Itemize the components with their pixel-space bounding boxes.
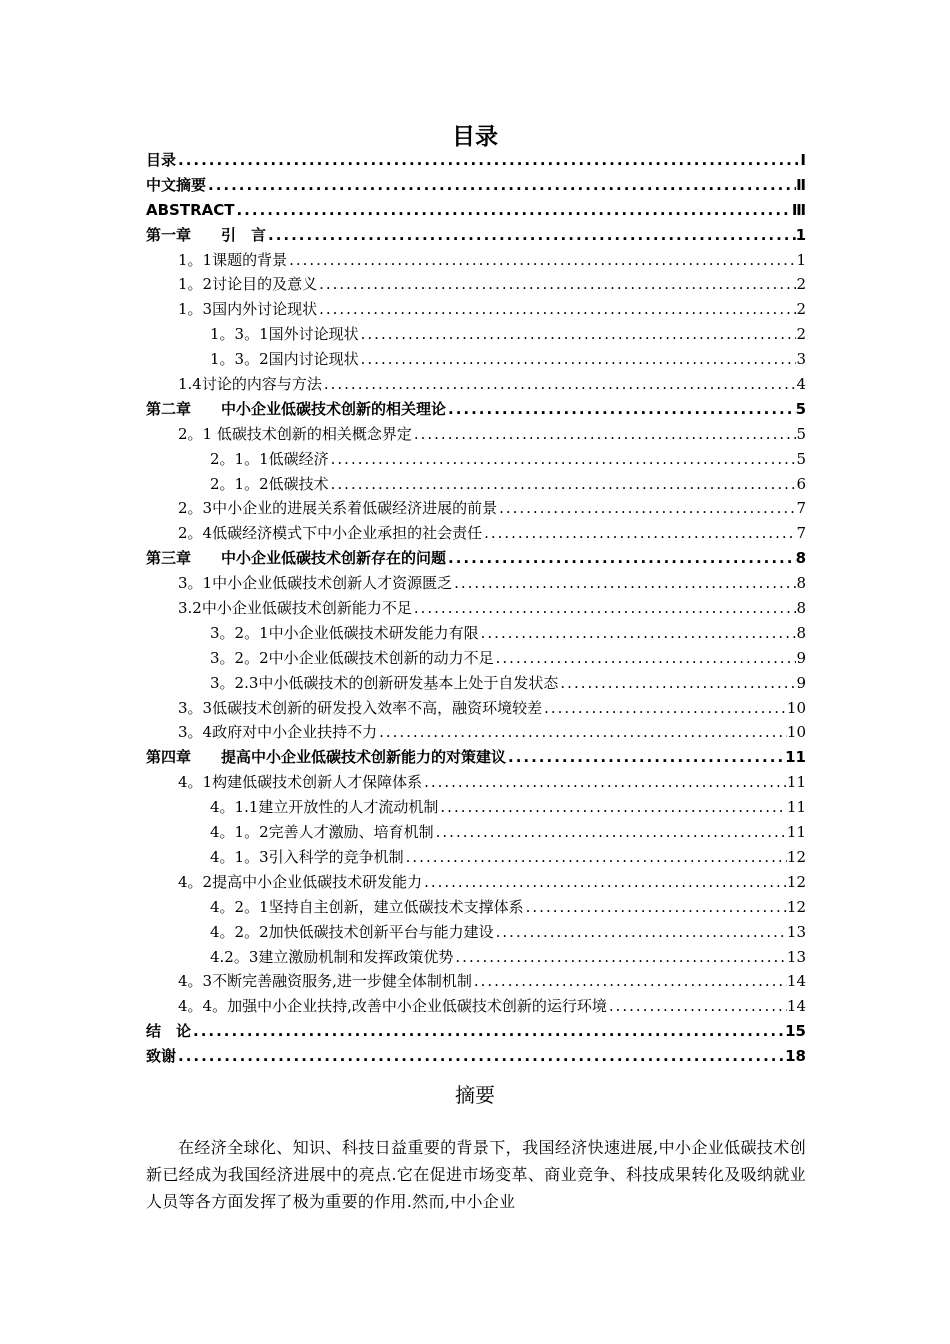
toc-entry-page: 8 bbox=[796, 599, 806, 618]
toc-title: 目录 bbox=[452, 124, 498, 150]
toc-entry[interactable] bbox=[146, 671, 806, 696]
toc-entry-text: 致谢 bbox=[146, 1047, 177, 1066]
toc-leader-dots bbox=[446, 546, 796, 571]
toc-leader-dots bbox=[266, 223, 796, 248]
toc-entry-page: 5 bbox=[796, 449, 806, 468]
toc-entry-page: 11 bbox=[785, 748, 806, 767]
toc-entry[interactable] bbox=[146, 969, 806, 994]
toc-entry[interactable] bbox=[146, 272, 806, 297]
abstract-body: 在经济全球化、知识、科技日益重要的背景下，我国经济快速进展,中小企业低碳技术创新已经成为我国经济进展中的亮点.它在促进市场变革、商业竞争、科技成果转化及吸纳就业人员等各方面发挥了极为重要的作用.然而,中小企业 bbox=[146, 1138, 806, 1211]
toc-entry-text: 4。1构建低碳技术创新人才保障体系 bbox=[178, 773, 423, 792]
toc-entry[interactable] bbox=[146, 621, 806, 646]
toc-entry[interactable] bbox=[146, 397, 806, 422]
toc-entry[interactable] bbox=[146, 173, 806, 198]
toc-leader-dots bbox=[359, 347, 797, 372]
toc-entry[interactable] bbox=[146, 223, 806, 248]
toc-leader-dots bbox=[322, 372, 797, 397]
toc-leader-dots bbox=[452, 571, 796, 596]
toc-entry-page: 13 bbox=[786, 947, 806, 966]
toc-entry-page: 12 bbox=[786, 847, 806, 866]
toc-entry-page: 11 bbox=[786, 798, 806, 817]
toc-entry[interactable] bbox=[146, 696, 806, 721]
toc-entry-text: 4。1。3引入科学的竞争机制 bbox=[210, 847, 404, 866]
toc-leader-dots bbox=[287, 248, 796, 273]
toc-entry-text: 4。1。2完善人才激励、培育机制 bbox=[210, 823, 434, 842]
toc-leader-dots bbox=[494, 646, 797, 671]
toc-entry[interactable] bbox=[146, 720, 806, 745]
toc-entry-page: Ⅲ bbox=[791, 200, 806, 219]
toc-leader-dots bbox=[494, 920, 787, 945]
toc-entry[interactable] bbox=[146, 920, 806, 945]
toc-entry-text: 2。3中小企业的进展关系着低碳经济进展的前景 bbox=[178, 499, 498, 518]
toc-entry-page: 1 bbox=[795, 225, 806, 244]
toc-leader-dots bbox=[206, 173, 796, 198]
toc-leader-dots bbox=[434, 820, 787, 845]
toc-leader-dots bbox=[482, 521, 796, 546]
toc-leader-dots bbox=[176, 1044, 785, 1069]
toc-entry[interactable] bbox=[146, 496, 806, 521]
toc-entry-page: 8 bbox=[796, 623, 806, 642]
toc-entry-page: 11 bbox=[786, 773, 806, 792]
toc-leader-dots bbox=[479, 621, 797, 646]
toc-entry-page: 12 bbox=[786, 897, 806, 916]
toc-leader-dots bbox=[412, 422, 797, 447]
toc-entry[interactable] bbox=[146, 1019, 806, 1044]
toc-entry-text: 4。2。2加快低碳技术创新平台与能力建设 bbox=[210, 922, 494, 941]
toc-leader-dots bbox=[524, 895, 787, 920]
toc-entry-page: 9 bbox=[796, 673, 806, 692]
toc-entry[interactable] bbox=[146, 845, 806, 870]
toc-entry-page: 2 bbox=[796, 275, 806, 294]
toc-entry-page: 18 bbox=[785, 1047, 806, 1066]
toc-leader-dots bbox=[422, 870, 787, 895]
toc-entry-page: 5 bbox=[796, 424, 806, 443]
toc-entry-text: 结 论 bbox=[146, 1022, 192, 1041]
toc-entry-page: 4 bbox=[796, 375, 806, 394]
toc-entry-page: 14 bbox=[786, 997, 806, 1016]
toc-entry-text: 4。2提高中小企业低碳技术研发能力 bbox=[178, 872, 423, 891]
toc-entry-text: 4.2。3建立激励机制和发挥政策优势 bbox=[210, 947, 454, 966]
toc-entry[interactable] bbox=[146, 994, 806, 1019]
toc-entry-text: 4。2。1坚持自主创新，建立低碳技术支撑体系 bbox=[210, 897, 524, 916]
toc-leader-dots bbox=[542, 696, 787, 721]
toc-entry-page: 2 bbox=[796, 300, 806, 319]
toc-entry-text: 4。3不断完善融资服务,进一步健全体制机制 bbox=[178, 972, 472, 991]
toc-entry-page: 9 bbox=[796, 648, 806, 667]
toc-entry[interactable] bbox=[146, 148, 806, 173]
toc-entry[interactable] bbox=[146, 596, 806, 621]
toc-leader-dots bbox=[506, 745, 785, 770]
toc-entry-page: 2 bbox=[796, 325, 806, 344]
toc-leader-dots bbox=[317, 297, 796, 322]
toc-entry[interactable] bbox=[146, 870, 806, 895]
toc-entry[interactable] bbox=[146, 820, 806, 845]
toc-entry-text: 第三章 中小企业低碳技术创新存在的问题 bbox=[146, 549, 447, 568]
toc-entry-text: 中文摘要 bbox=[146, 175, 207, 194]
toc-entry-text: ABSTRACT bbox=[146, 200, 235, 219]
toc-entry-text: 4。4。加强中小企业扶持,改善中小企业低碳技术创新的运行环境 bbox=[178, 997, 607, 1016]
toc-entry-page: 13 bbox=[786, 922, 806, 941]
toc-entry[interactable] bbox=[146, 895, 806, 920]
toc-leader-dots bbox=[497, 496, 796, 521]
abstract-title: 摘要 bbox=[455, 1083, 495, 1107]
toc-entry-text: 3。3低碳技术创新的研发投入效率不高，融资环境较差 bbox=[178, 698, 543, 717]
toc-entry-text: 1.4讨论的内容与方法 bbox=[178, 375, 322, 394]
table-of-contents bbox=[146, 148, 806, 1069]
toc-leader-dots bbox=[329, 447, 797, 472]
toc-entry[interactable] bbox=[146, 745, 806, 770]
toc-entry-text: 3。2。1中小企业低碳技术研发能力有限 bbox=[210, 623, 479, 642]
toc-entry[interactable] bbox=[146, 322, 806, 347]
toc-leader-dots bbox=[453, 945, 787, 970]
toc-entry-text: 3。4政府对中小企业扶持不力 bbox=[178, 723, 378, 742]
toc-leader-dots bbox=[359, 322, 797, 347]
toc-entry-text: 第二章 中小企业低碳技术创新的相关理论 bbox=[146, 399, 447, 418]
toc-entry-text: 4。1.1建立开放性的人才流动机制 bbox=[210, 798, 439, 817]
toc-leader-dots bbox=[317, 272, 796, 297]
toc-entry-text: 1。1课题的背景 bbox=[178, 250, 288, 269]
toc-entry[interactable] bbox=[146, 646, 806, 671]
toc-leader-dots bbox=[176, 148, 800, 173]
toc-entry-text: 2。1。2低碳技术 bbox=[210, 474, 329, 493]
toc-entry[interactable] bbox=[146, 198, 806, 223]
toc-entry-page: 8 bbox=[796, 574, 806, 593]
toc-entry[interactable] bbox=[146, 347, 806, 372]
toc-entry-text: 2。1 低碳技术创新的相关概念界定 bbox=[178, 424, 412, 443]
toc-entry-page: 6 bbox=[796, 474, 806, 493]
toc-entry-page: 11 bbox=[786, 823, 806, 842]
toc-leader-dots bbox=[438, 795, 787, 820]
toc-leader-dots bbox=[191, 1019, 785, 1044]
toc-entry[interactable] bbox=[146, 372, 806, 397]
toc-entry-page: 15 bbox=[785, 1022, 806, 1041]
toc-leader-dots bbox=[377, 720, 787, 745]
toc-entry-text: 3。1中小企业低碳技术创新人才资源匮乏 bbox=[178, 574, 453, 593]
toc-entry-page: Ⅰ bbox=[800, 151, 806, 169]
toc-entry-page: 3 bbox=[796, 350, 806, 369]
toc-entry[interactable] bbox=[146, 297, 806, 322]
toc-leader-dots bbox=[607, 994, 787, 1019]
toc-entry-page: 1 bbox=[796, 250, 806, 269]
toc-leader-dots bbox=[412, 596, 797, 621]
toc-entry-text: 1。3国内外讨论现状 bbox=[178, 300, 318, 319]
toc-entry-text: 第四章 提高中小企业低碳技术创新能力的对策建议 bbox=[146, 748, 507, 767]
toc-entry-text: 2。1。1低碳经济 bbox=[210, 449, 329, 468]
toc-entry-page: 14 bbox=[786, 972, 806, 991]
toc-entry-text: 3.2中小企业低碳技术创新能力不足 bbox=[178, 599, 412, 618]
toc-entry-page: 5 bbox=[795, 399, 806, 418]
toc-entry[interactable] bbox=[146, 447, 806, 472]
toc-entry-page: 10 bbox=[786, 698, 806, 717]
toc-entry-page: 7 bbox=[796, 499, 806, 518]
toc-entry-page: 7 bbox=[796, 524, 806, 543]
toc-entry-text: 3。2。2中小企业低碳技术创新的动力不足 bbox=[210, 648, 494, 667]
toc-leader-dots bbox=[472, 969, 787, 994]
toc-entry-text: 3。2.3中小低碳技术的创新研发基本上处于自发状态 bbox=[210, 673, 559, 692]
toc-entry[interactable] bbox=[146, 795, 806, 820]
toc-leader-dots bbox=[422, 770, 787, 795]
toc-entry-text: 1。3。1国外讨论现状 bbox=[210, 325, 359, 344]
toc-entry-text: 1。2讨论目的及意义 bbox=[178, 275, 318, 294]
toc-entry[interactable] bbox=[146, 945, 806, 970]
toc-entry[interactable] bbox=[146, 422, 806, 447]
toc-entry-text: 2。4低碳经济模式下中小企业承担的社会责任 bbox=[178, 524, 483, 543]
toc-leader-dots bbox=[558, 671, 796, 696]
toc-entry[interactable] bbox=[146, 248, 806, 273]
toc-entry[interactable] bbox=[146, 472, 806, 497]
toc-entry-page: 12 bbox=[786, 872, 806, 891]
toc-entry[interactable] bbox=[146, 571, 806, 596]
toc-leader-dots bbox=[329, 472, 797, 497]
toc-entry[interactable] bbox=[146, 1044, 806, 1069]
toc-entry[interactable] bbox=[146, 521, 806, 546]
toc-entry-page: 10 bbox=[786, 723, 806, 742]
toc-entry-page: Ⅱ bbox=[796, 175, 806, 194]
toc-leader-dots bbox=[446, 397, 796, 422]
toc-entry-text: 第一章 引 言 bbox=[146, 225, 267, 244]
toc-leader-dots bbox=[234, 198, 791, 223]
toc-entry[interactable] bbox=[146, 770, 806, 795]
toc-entry-text: 目录 bbox=[146, 151, 177, 169]
toc-entry[interactable] bbox=[146, 546, 806, 571]
toc-entry-text: 1。3。2国内讨论现状 bbox=[210, 350, 359, 369]
toc-leader-dots bbox=[404, 845, 787, 870]
toc-entry-page: 8 bbox=[795, 549, 806, 568]
